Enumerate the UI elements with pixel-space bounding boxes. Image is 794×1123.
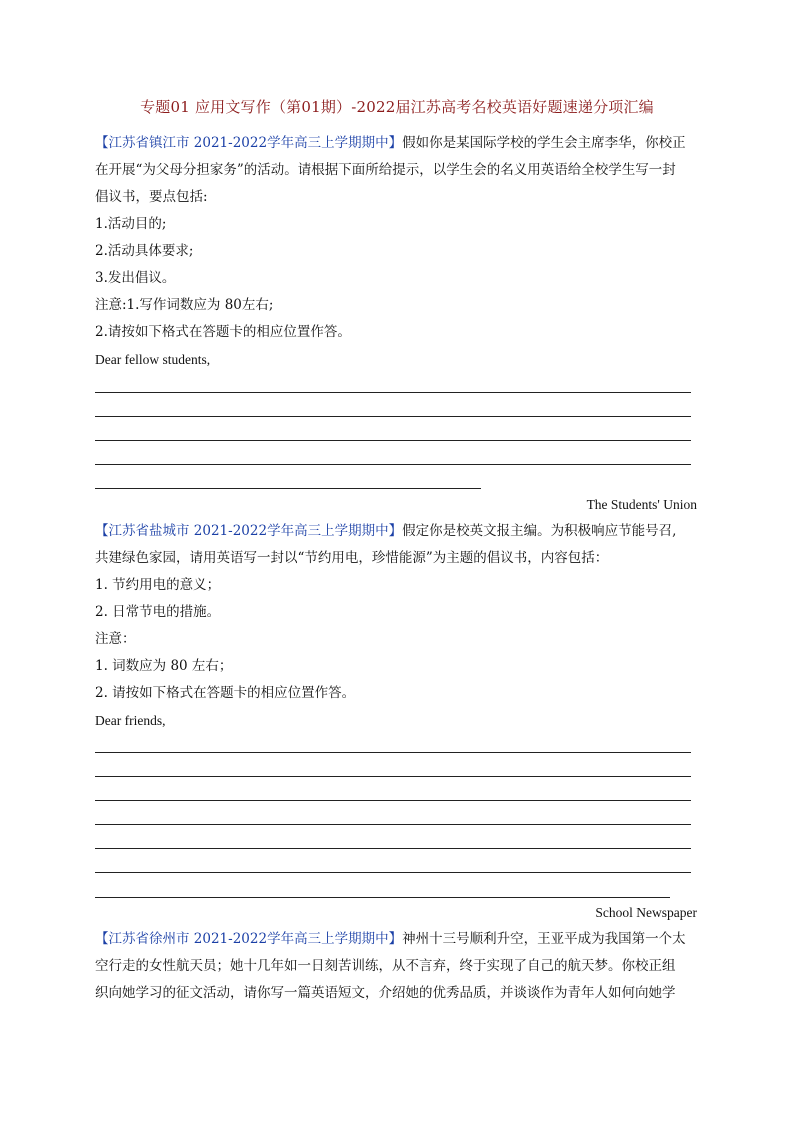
q1-answer-line[interactable] xyxy=(95,440,691,441)
q2-answer-line[interactable] xyxy=(95,800,691,801)
q1-note-2: 2.请按如下格式在答题卡的相应位置作答。 xyxy=(95,324,351,340)
q2-signature: School Newspaper xyxy=(595,905,697,920)
q1-answer-line[interactable] xyxy=(95,392,691,393)
q3-intro-text: 神州十三号顺利升空，王亚平成为我国第一个太 xyxy=(402,931,686,947)
q2-point-1: 1. 节约用电的意义； xyxy=(95,577,221,593)
q1-intro-line-3: 倡议书，要点包括: xyxy=(95,189,208,205)
q2-answer-line[interactable] xyxy=(95,872,691,873)
q1-intro-line-2: 在开展“为父母分担家务”的活动。请根据下面所给提示，以学生会的名义用英语给全校学生写一封 xyxy=(95,162,676,178)
q3-intro-line-1 xyxy=(95,926,700,953)
q1-point-2: 2.活动具体要求; xyxy=(95,243,194,259)
q2-answer-line[interactable] xyxy=(95,824,691,825)
q2-answer-line[interactable] xyxy=(95,776,691,777)
q2-greeting: Dear friends, xyxy=(95,713,166,728)
q1-source: 【江苏省镇江市 2021-2022学年高三上学期期中】 xyxy=(95,135,403,151)
q2-point-2: 2. 日常节电的措施。 xyxy=(95,604,221,620)
q1-intro-text: 假如你是某国际学校的学生会主席李华，你校正 xyxy=(402,135,686,151)
q2-note-1: 1. 词数应为 80 左右； xyxy=(95,658,233,674)
q1-point-1: 1.活动目的; xyxy=(95,216,167,232)
q3-source: 【江苏省徐州市 2021-2022学年高三上学期期中】 xyxy=(95,931,403,947)
q3-intro-line-3: 织向她学习的征文活动，请你写一篇英语短文，介绍她的优秀品质，并谈谈作为青年人如何向她学 xyxy=(95,985,676,1001)
q1-answer-line[interactable] xyxy=(95,464,691,465)
q2-answer-line[interactable] xyxy=(95,897,670,898)
q1-greeting: Dear fellow students, xyxy=(95,352,211,367)
q1-answer-line[interactable] xyxy=(95,416,691,417)
q2-note-2: 2. 请按如下格式在答题卡的相应位置作答。 xyxy=(95,685,356,701)
q1-answer-line[interactable] xyxy=(95,488,481,489)
q2-note-label: 注意： xyxy=(95,631,136,647)
q1-signature: The Students' Union xyxy=(586,497,697,512)
q2-intro-line-2: 共建绿色家园，请用英语写一封以“节约用电，珍惜能源”为主题的倡议书，内容包括： xyxy=(95,550,609,566)
q1-intro-line-1 xyxy=(95,130,700,157)
q2-source: 【江苏省盐城市 2021-2022学年高三上学期期中】 xyxy=(95,523,403,539)
q2-intro-line-1 xyxy=(95,518,700,545)
q2-intro-text: 假定你是校英文报主编。为积极响应节能号召, xyxy=(402,523,677,539)
q1-note-1: 注意:1.写作词数应为 80左右; xyxy=(95,297,274,313)
q2-answer-line[interactable] xyxy=(95,752,691,753)
q3-intro-line-2: 空行走的女性航天员；她十几年如一日刻苦训练，从不言弃，终于实现了自己的航天梦。你校正组 xyxy=(95,958,676,974)
q1-point-3: 3.发出倡议。 xyxy=(95,270,176,286)
page-title: 专题01 应用文写作（第01期）-2022届江苏高考名校英语好题速递分项汇编 xyxy=(140,98,654,116)
q2-answer-line[interactable] xyxy=(95,848,691,849)
